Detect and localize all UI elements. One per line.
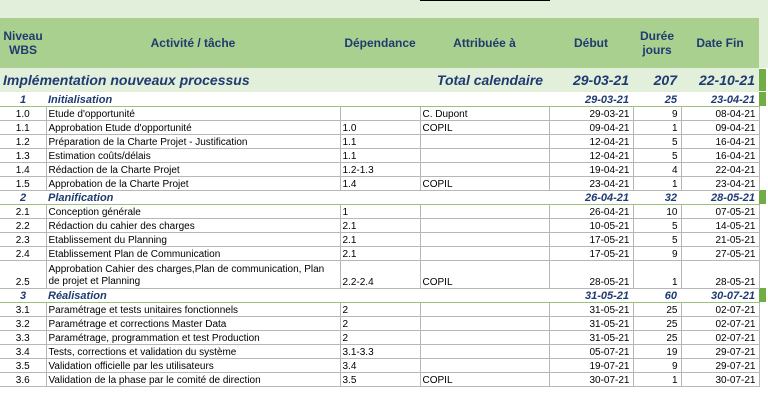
task-dependency[interactable]: 2.1 xyxy=(340,218,420,232)
task-duration[interactable]: 9 xyxy=(633,106,681,120)
task-start[interactable]: 19-04-21 xyxy=(549,162,633,176)
task-duration[interactable]: 5 xyxy=(633,148,681,162)
task-duration[interactable]: 25 xyxy=(633,330,681,344)
task-duration[interactable]: 25 xyxy=(633,302,681,316)
task-dependency[interactable]: 1 xyxy=(340,204,420,218)
phase-wbs[interactable]: 2 xyxy=(0,190,46,204)
gantt-cell xyxy=(759,134,768,148)
gantt-cell xyxy=(759,92,768,106)
task-wbs[interactable]: 1.1 xyxy=(0,120,46,134)
task-start[interactable]: 17-05-21 xyxy=(549,246,633,260)
task-wbs[interactable]: 3.5 xyxy=(0,358,46,372)
task-end[interactable]: 16-04-21 xyxy=(681,134,759,148)
task-row xyxy=(0,330,768,344)
phase-wbs[interactable]: 3 xyxy=(0,288,46,302)
task-wbs[interactable]: 1.2 xyxy=(0,134,46,148)
task-wbs[interactable]: 1.4 xyxy=(0,162,46,176)
task-start[interactable]: 30-07-21 xyxy=(549,372,633,386)
gantt-cell xyxy=(759,288,768,302)
task-activity[interactable]: Rédaction du cahier des charges xyxy=(46,218,340,232)
project-schedule-table xyxy=(0,18,768,387)
task-activity[interactable]: Etablissement Plan de Communication xyxy=(46,246,340,260)
task-assigned[interactable] xyxy=(420,358,549,372)
task-row xyxy=(0,316,768,330)
gantt-cell xyxy=(759,330,768,344)
task-assigned[interactable] xyxy=(420,204,549,218)
gantt-cell xyxy=(759,302,768,316)
phase-name[interactable]: Réalisation xyxy=(46,288,549,302)
task-end[interactable]: 02-07-21 xyxy=(681,330,759,344)
task-wbs[interactable]: 1.0 xyxy=(0,106,46,120)
task-activity[interactable]: Etablissement du Planning xyxy=(46,232,340,246)
task-assigned[interactable]: C. Dupont xyxy=(420,106,549,120)
task-activity[interactable]: Validation officielle par les utilisateurs xyxy=(46,358,340,372)
task-dependency[interactable] xyxy=(340,106,420,120)
task-duration[interactable]: 19 xyxy=(633,344,681,358)
task-duration[interactable]: 5 xyxy=(633,232,681,246)
task-row xyxy=(0,344,768,358)
task-start[interactable]: 31-05-21 xyxy=(549,330,633,344)
header-activity[interactable]: Activité / tâche xyxy=(46,18,340,68)
task-start[interactable]: 12-04-21 xyxy=(549,148,633,162)
total-label: Total calendaire xyxy=(420,68,549,92)
task-dependency[interactable]: 1.0 xyxy=(340,120,420,134)
task-assigned[interactable] xyxy=(420,218,549,232)
gantt-cell xyxy=(759,372,768,386)
task-dependency[interactable]: 2 xyxy=(340,330,420,344)
task-activity[interactable]: Conception générale xyxy=(46,204,340,218)
gantt-bar xyxy=(759,92,766,106)
task-activity[interactable]: Validation de la phase par le comité de direction xyxy=(46,372,340,386)
header-dependency[interactable]: Dépendance xyxy=(340,18,420,68)
task-dependency[interactable]: 1.1 xyxy=(340,134,420,148)
task-end[interactable]: 29-07-21 xyxy=(681,344,759,358)
phase-start[interactable]: 26-04-21 xyxy=(549,190,633,204)
task-dependency[interactable]: 2 xyxy=(340,316,420,330)
phase-name[interactable]: Planification xyxy=(46,190,549,204)
task-dependency[interactable]: 3.4 xyxy=(340,358,420,372)
project-end[interactable]: 22-10-21 xyxy=(681,68,759,92)
task-duration[interactable]: 5 xyxy=(633,134,681,148)
task-duration[interactable]: 1 xyxy=(633,260,681,288)
task-dependency[interactable]: 1.4 xyxy=(340,176,420,190)
task-start[interactable]: 26-04-21 xyxy=(549,204,633,218)
task-row xyxy=(0,120,768,134)
task-assigned[interactable] xyxy=(420,232,549,246)
phase-start[interactable]: 31-05-21 xyxy=(549,288,633,302)
header-end[interactable]: Date Fin xyxy=(681,18,759,68)
project-title[interactable]: Implémentation nouveaux processus xyxy=(0,68,420,92)
task-row xyxy=(0,134,768,148)
task-assigned[interactable]: COPIL xyxy=(420,372,549,386)
task-start[interactable]: 29-03-21 xyxy=(549,106,633,120)
task-start[interactable]: 31-05-21 xyxy=(549,316,633,330)
task-activity[interactable]: Paramétrage, programmation et test Production xyxy=(46,330,340,344)
header-duration[interactable]: Durée jours xyxy=(633,18,681,68)
task-start[interactable]: 10-05-21 xyxy=(549,218,633,232)
gantt-cell xyxy=(759,246,768,260)
task-wbs[interactable]: 3.1 xyxy=(0,302,46,316)
task-start[interactable]: 19-07-21 xyxy=(549,358,633,372)
task-end[interactable]: 30-07-21 xyxy=(681,372,759,386)
gantt-header-cell xyxy=(759,18,768,68)
gantt-bar xyxy=(759,69,766,91)
gantt-cell xyxy=(759,260,768,288)
task-start[interactable]: 23-04-21 xyxy=(549,176,633,190)
task-assigned[interactable]: COPIL xyxy=(420,260,549,288)
gantt-cell xyxy=(759,344,768,358)
project-start[interactable]: 29-03-21 xyxy=(549,68,633,92)
gantt-cell xyxy=(759,162,768,176)
task-activity[interactable]: Estimation coûts/délais xyxy=(46,148,340,162)
gantt-cell xyxy=(759,218,768,232)
phase-end[interactable]: 23-04-21 xyxy=(681,92,759,106)
gantt-bar xyxy=(759,190,766,204)
task-dependency[interactable]: 2.1 xyxy=(340,232,420,246)
task-wbs[interactable]: 3.6 xyxy=(0,372,46,386)
task-end[interactable]: 16-04-21 xyxy=(681,148,759,162)
gantt-cell xyxy=(759,204,768,218)
task-activity[interactable]: Etude d'opportunité xyxy=(46,106,340,120)
gantt-bar xyxy=(759,288,766,302)
gantt-cell xyxy=(759,106,768,120)
task-assigned[interactable]: COPIL xyxy=(420,176,549,190)
task-assigned[interactable] xyxy=(420,134,549,148)
task-end[interactable]: 23-04-21 xyxy=(681,176,759,190)
phase-wbs[interactable]: 1 xyxy=(0,92,46,106)
task-dependency[interactable]: 2.2-2.4 xyxy=(340,260,420,288)
phase-end[interactable]: 28-05-21 xyxy=(681,190,759,204)
task-activity[interactable]: Rédaction de la Charte Projet xyxy=(46,162,340,176)
task-start[interactable]: 31-05-21 xyxy=(549,302,633,316)
gantt-cell xyxy=(759,190,768,204)
task-row xyxy=(0,204,768,218)
task-duration[interactable]: 9 xyxy=(633,358,681,372)
task-start[interactable]: 28-05-21 xyxy=(549,260,633,288)
gantt-cell xyxy=(759,176,768,190)
task-end[interactable]: 29-07-21 xyxy=(681,358,759,372)
task-row xyxy=(0,372,768,386)
task-assigned[interactable] xyxy=(420,344,549,358)
task-row xyxy=(0,260,768,288)
task-wbs[interactable]: 1.5 xyxy=(0,176,46,190)
header-assigned[interactable]: Attribuée à xyxy=(420,18,549,68)
task-row xyxy=(0,232,768,246)
task-duration[interactable]: 4 xyxy=(633,162,681,176)
task-dependency[interactable]: 2 xyxy=(340,302,420,316)
phase-duration[interactable]: 32 xyxy=(633,190,681,204)
header-row xyxy=(0,18,768,68)
project-total-row xyxy=(0,68,768,92)
task-end[interactable]: 02-07-21 xyxy=(681,316,759,330)
task-duration[interactable]: 1 xyxy=(633,176,681,190)
task-dependency[interactable]: 3.1-3.3 xyxy=(340,344,420,358)
task-row xyxy=(0,148,768,162)
task-row xyxy=(0,106,768,120)
gantt-cell xyxy=(759,358,768,372)
task-wbs[interactable]: 3.3 xyxy=(0,330,46,344)
header-start[interactable]: Début xyxy=(549,18,633,68)
phase-duration[interactable]: 25 xyxy=(633,92,681,106)
task-end[interactable]: 21-05-21 xyxy=(681,232,759,246)
task-duration[interactable]: 25 xyxy=(633,316,681,330)
task-end[interactable]: 28-05-21 xyxy=(681,260,759,288)
task-end[interactable]: 08-04-21 xyxy=(681,106,759,120)
top-band xyxy=(0,0,768,18)
task-end[interactable]: 14-05-21 xyxy=(681,218,759,232)
task-activity[interactable]: Approbation de la Charte Projet xyxy=(46,176,340,190)
task-assigned[interactable] xyxy=(420,162,549,176)
task-assigned[interactable] xyxy=(420,302,549,316)
phase-end[interactable]: 30-07-21 xyxy=(681,288,759,302)
task-duration[interactable]: 10 xyxy=(633,204,681,218)
task-activity[interactable]: Paramétrage et corrections Master Data xyxy=(46,316,340,330)
task-duration[interactable]: 5 xyxy=(633,218,681,232)
gantt-cell xyxy=(759,68,768,92)
task-end[interactable]: 07-05-21 xyxy=(681,204,759,218)
task-end[interactable]: 09-04-21 xyxy=(681,120,759,134)
task-dependency[interactable]: 3.5 xyxy=(340,372,420,386)
task-wbs[interactable]: 2.1 xyxy=(0,204,46,218)
task-wbs[interactable]: 1.3 xyxy=(0,148,46,162)
header-wbs[interactable]: Niveau WBS xyxy=(0,18,46,68)
task-assigned[interactable] xyxy=(420,330,549,344)
task-row xyxy=(0,246,768,260)
task-row xyxy=(0,358,768,372)
task-assigned[interactable] xyxy=(420,316,549,330)
task-assigned[interactable] xyxy=(420,148,549,162)
task-duration[interactable]: 9 xyxy=(633,246,681,260)
task-activity[interactable]: Approbation Etude d'opportunité xyxy=(46,120,340,134)
phase-name[interactable]: Initialisation xyxy=(46,92,549,106)
task-row xyxy=(0,176,768,190)
phase-row xyxy=(0,92,768,106)
task-row xyxy=(0,218,768,232)
phase-start[interactable]: 29-03-21 xyxy=(549,92,633,106)
task-start[interactable]: 05-07-21 xyxy=(549,344,633,358)
phase-row xyxy=(0,190,768,204)
task-activity[interactable]: Préparation de la Charte Projet - Justification xyxy=(46,134,340,148)
task-dependency[interactable]: 1.2-1.3 xyxy=(340,162,420,176)
task-wbs[interactable]: 2.5 xyxy=(0,260,46,288)
task-activity[interactable]: Approbation Cahier des charges,Plan de communication, Plan de projet et Planning xyxy=(46,260,340,288)
task-wbs[interactable]: 2.4 xyxy=(0,246,46,260)
task-dependency[interactable]: 2.1 xyxy=(340,246,420,260)
task-row xyxy=(0,302,768,316)
task-activity[interactable]: Paramétrage et tests unitaires fonctionnels xyxy=(46,302,340,316)
task-duration[interactable]: 1 xyxy=(633,120,681,134)
task-start[interactable]: 12-04-21 xyxy=(549,134,633,148)
task-duration[interactable]: 1 xyxy=(633,372,681,386)
task-assigned[interactable] xyxy=(420,246,549,260)
gantt-cell xyxy=(759,232,768,246)
task-row xyxy=(0,162,768,176)
task-activity[interactable]: Tests, corrections et validation du système xyxy=(46,344,340,358)
task-end[interactable]: 22-04-21 xyxy=(681,162,759,176)
gantt-cell xyxy=(759,148,768,162)
task-assigned[interactable]: COPIL xyxy=(420,120,549,134)
task-start[interactable]: 17-05-21 xyxy=(549,232,633,246)
task-wbs[interactable]: 3.4 xyxy=(0,344,46,358)
gantt-cell xyxy=(759,120,768,134)
task-dependency[interactable]: 1.1 xyxy=(340,148,420,162)
phase-row xyxy=(0,288,768,302)
task-end[interactable]: 02-07-21 xyxy=(681,302,759,316)
task-start[interactable]: 09-04-21 xyxy=(549,120,633,134)
task-wbs[interactable]: 2.3 xyxy=(0,232,46,246)
gantt-cell xyxy=(759,316,768,330)
task-wbs[interactable]: 3.2 xyxy=(0,316,46,330)
top-cell-border xyxy=(420,0,550,1)
task-wbs[interactable]: 2.2 xyxy=(0,218,46,232)
task-end[interactable]: 27-05-21 xyxy=(681,246,759,260)
phase-duration[interactable]: 60 xyxy=(633,288,681,302)
project-duration[interactable]: 207 xyxy=(633,68,681,92)
